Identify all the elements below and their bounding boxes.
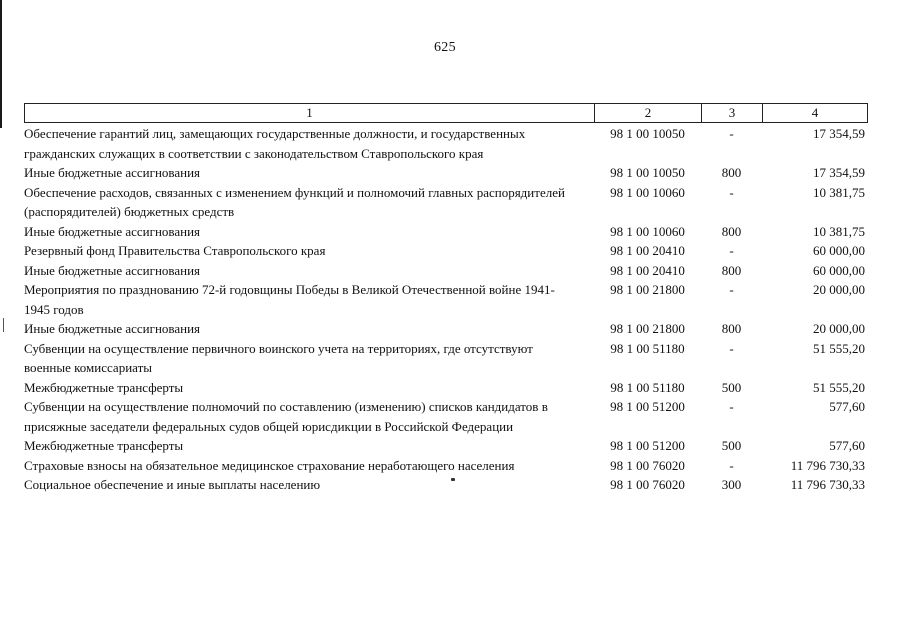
- row-code: 98 1 00 76020: [610, 477, 685, 492]
- table-row: [24, 280, 867, 319]
- scan-speck: [451, 478, 455, 481]
- row-type: -: [729, 457, 734, 473]
- row-type: -: [729, 340, 734, 356]
- table-row: [24, 456, 867, 476]
- row-name: Мероприятия по празднованию 72-й годовщины Победы в Великой Отечественной войне 1941-1945 годов: [24, 282, 555, 317]
- row-sum: 20 000,00: [813, 321, 865, 336]
- page-number: 625: [434, 40, 456, 55]
- row-code: 98 1 00 51200: [610, 438, 685, 453]
- row-sum: 577,60: [829, 399, 865, 414]
- row-type: 800: [721, 165, 742, 180]
- table-row: [24, 124, 867, 163]
- header-col-4: 4: [763, 104, 868, 123]
- row-name: Межбюджетные трансферты: [24, 438, 184, 453]
- table-row: [24, 436, 867, 456]
- row-type: -: [729, 126, 734, 141]
- row-name: Субвенции на осуществление первичного воинского учета на территориях, где отсутствуют военные комиссариаты: [24, 340, 533, 375]
- row-sum: 17 354,59: [813, 126, 865, 141]
- row-code: 98 1 00 20410: [610, 243, 685, 258]
- row-sum: 51 555,20: [813, 340, 865, 356]
- row-code: 98 1 00 21800: [610, 282, 685, 297]
- table-row: [24, 319, 867, 339]
- table-header: [24, 103, 868, 123]
- header-col-1: 1: [25, 104, 595, 123]
- row-name: Страховые взносы на обязательное медицинское страхование неработающего населения: [24, 457, 515, 473]
- row-name: Резервный фонд Правительства Ставропольского края: [24, 243, 326, 258]
- budget-table: [24, 124, 867, 495]
- row-code: 98 1 00 51180: [610, 340, 685, 356]
- row-code: 98 1 00 76020: [610, 457, 685, 473]
- row-type: 300: [721, 477, 742, 492]
- row-sum: 51 555,20: [813, 379, 865, 395]
- row-name: Субвенции на осуществление полномочий по составлению (изменению) списков кандидатов в присяжные заседатели федеральных судов общей юрисдикции в Российской Федерации: [24, 399, 548, 434]
- row-code: 98 1 00 10060: [610, 223, 685, 239]
- scan-mark: [3, 318, 4, 332]
- row-name: Иные бюджетные ассигнования: [24, 165, 201, 180]
- row-sum: 577,60: [829, 438, 865, 453]
- header-col-3: 3: [702, 104, 763, 123]
- row-name: Социальное обеспечение и иные выплаты населению: [24, 477, 321, 492]
- row-sum: 10 381,75: [813, 223, 865, 239]
- row-code: 98 1 00 21800: [610, 321, 685, 336]
- table-row: [24, 183, 867, 222]
- row-code: 98 1 00 10060: [610, 184, 685, 200]
- row-name: Обеспечение гарантий лиц, замещающих государственные должности, и государственных гражданских служащих в соответствии с законодательством Ставропольского края: [24, 126, 526, 161]
- row-type: 800: [721, 262, 742, 278]
- row-type: -: [729, 399, 734, 414]
- table-row: [24, 163, 867, 183]
- table-row: [24, 339, 867, 378]
- scan-edge-line: [0, 0, 2, 128]
- row-name: Обеспечение расходов, связанных с изменением функций и полномочий главных распорядителей (распорядителей) бюджетных средств: [24, 184, 565, 219]
- row-sum: 60 000,00: [813, 243, 865, 258]
- header-row: [25, 104, 868, 123]
- row-type: 500: [721, 438, 742, 453]
- row-sum: 20 000,00: [813, 282, 865, 297]
- header-col-2: 2: [595, 104, 702, 123]
- row-code: 98 1 00 51180: [610, 379, 685, 395]
- row-type: 500: [721, 379, 742, 395]
- row-sum: 17 354,59: [813, 165, 865, 180]
- row-name: Иные бюджетные ассигнования: [24, 321, 201, 336]
- row-type: -: [729, 282, 734, 297]
- table-row: [24, 475, 867, 495]
- row-sum: 11 796 730,33: [790, 477, 865, 492]
- row-type: -: [729, 184, 734, 200]
- table-row: [24, 241, 867, 261]
- table-row: [24, 378, 867, 398]
- row-sum: 11 796 730,33: [790, 457, 865, 473]
- table-row: [24, 261, 867, 281]
- table-row: [24, 222, 867, 242]
- row-code: 98 1 00 20410: [610, 262, 685, 278]
- row-name: Межбюджетные трансферты: [24, 379, 184, 395]
- row-name: Иные бюджетные ассигнования: [24, 223, 201, 239]
- row-type: 800: [721, 321, 742, 336]
- row-sum: 60 000,00: [813, 262, 865, 278]
- row-type: 800: [721, 223, 742, 239]
- row-sum: 10 381,75: [813, 184, 865, 200]
- row-code: 98 1 00 10050: [610, 165, 685, 180]
- row-code: 98 1 00 10050: [610, 126, 685, 141]
- row-name: Иные бюджетные ассигнования: [24, 262, 201, 278]
- row-code: 98 1 00 51200: [610, 399, 685, 414]
- row-type: -: [729, 243, 734, 258]
- table-row: [24, 397, 867, 436]
